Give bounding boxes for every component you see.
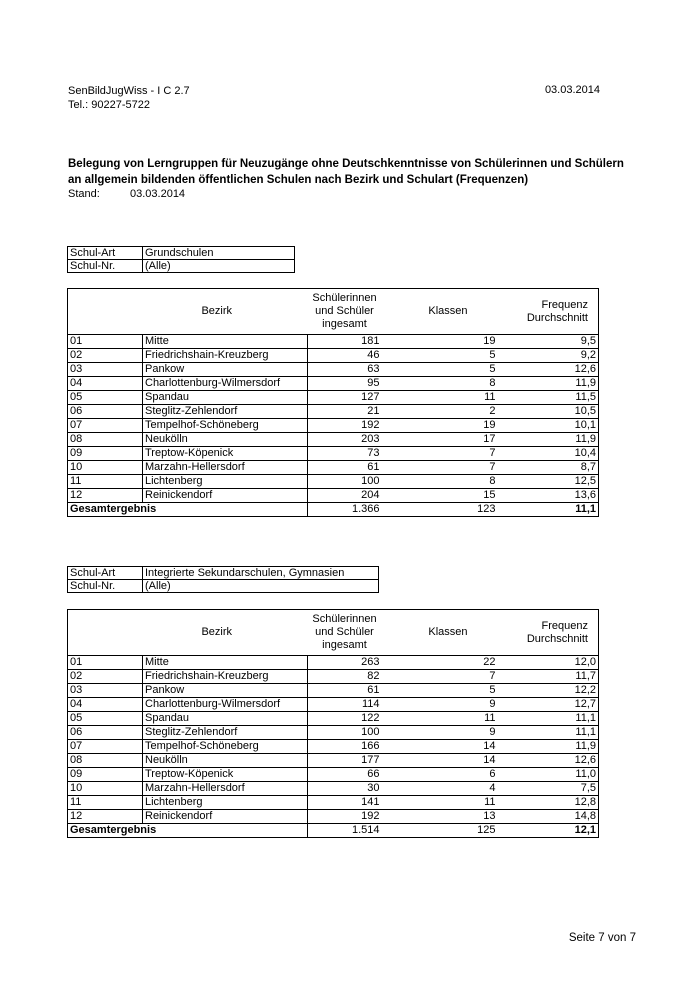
klassen-count: 2 (382, 405, 498, 419)
frequenz-value: 13,6 (498, 489, 599, 503)
schueler-count: 127 (308, 391, 382, 405)
frequenz-value: 9,5 (498, 335, 599, 349)
stand-date: 03.03.2014 (130, 188, 186, 200)
schulart-value: Grundschulen (143, 247, 295, 260)
bezirk-name: Reinickendorf (143, 489, 308, 503)
bezirk-number: 12 (68, 489, 143, 503)
col-schueler-line3: ingesamt (322, 318, 367, 330)
bezirk-number: 06 (68, 405, 143, 419)
filter-table-sekundarschulen (67, 566, 379, 593)
table-row (68, 419, 599, 433)
col-klassen: Klassen (382, 610, 498, 656)
klassen-count: 14 (382, 754, 498, 768)
table-row (68, 349, 599, 363)
col-frequenz: Frequenz Durchschnitt (498, 289, 599, 335)
bezirk-name: Mitte (143, 335, 308, 349)
table-row (68, 391, 599, 405)
bezirk-number: 02 (68, 349, 143, 363)
klassen-count: 9 (382, 698, 498, 712)
frequenz-value: 12,6 (498, 363, 599, 377)
col-schueler (308, 610, 382, 656)
frequenz-value: 10,1 (498, 419, 599, 433)
schueler-count: 122 (308, 712, 382, 726)
frequenz-value: 12,7 (498, 698, 599, 712)
header-date: 03.03.2014 (544, 84, 600, 96)
data-table-grundschulen (67, 288, 599, 517)
schueler-count: 192 (308, 810, 382, 824)
table-row (68, 433, 599, 447)
frequenz-value: 12,0 (498, 656, 599, 670)
frequenz-value: 12,8 (498, 796, 599, 810)
bezirk-number: 03 (68, 363, 143, 377)
bezirk-name: Neukölln (143, 433, 308, 447)
bezirk-name: Charlottenburg-Wilmersdorf (143, 377, 308, 391)
schueler-count: 192 (308, 419, 382, 433)
frequenz-value: 12,6 (498, 754, 599, 768)
table-row (68, 461, 599, 475)
page-number: Seite 7 von 7 (568, 932, 636, 944)
bezirk-name: Lichtenberg (143, 475, 308, 489)
schueler-count: 61 (308, 461, 382, 475)
schulart-label: Schul-Art (68, 247, 143, 260)
table-row (68, 810, 599, 824)
total-label: Gesamtergebnis (68, 503, 308, 517)
bezirk-number: 09 (68, 768, 143, 782)
schueler-count: 95 (308, 377, 382, 391)
total-schueler: 1.366 (308, 503, 382, 517)
klassen-count: 11 (382, 796, 498, 810)
table-row (68, 754, 599, 768)
table-row (68, 726, 599, 740)
klassen-count: 6 (382, 768, 498, 782)
klassen-count: 7 (382, 670, 498, 684)
klassen-count: 8 (382, 377, 498, 391)
bezirk-number: 10 (68, 782, 143, 796)
bezirk-number: 01 (68, 335, 143, 349)
frequenz-value: 14,8 (498, 810, 599, 824)
col-schueler-line1: Schülerinnen (312, 613, 377, 625)
bezirk-number: 01 (68, 656, 143, 670)
table-row (68, 363, 599, 377)
bezirk-name: Spandau (143, 391, 308, 405)
bezirk-name: Treptow-Köpenick (143, 447, 308, 461)
total-klassen: 125 (382, 824, 498, 838)
frequenz-value: 11,1 (498, 726, 599, 740)
col-schueler-line2: und Schüler (315, 626, 374, 638)
klassen-count: 14 (382, 740, 498, 754)
table-row (68, 405, 599, 419)
table-row (68, 489, 599, 503)
bezirk-name: Friedrichshain-Kreuzberg (143, 349, 308, 363)
bezirk-number: 07 (68, 419, 143, 433)
schueler-count: 203 (308, 433, 382, 447)
frequenz-value: 7,5 (498, 782, 599, 796)
klassen-count: 7 (382, 461, 498, 475)
total-schueler: 1.514 (308, 824, 382, 838)
table-row (68, 712, 599, 726)
table-row (68, 684, 599, 698)
bezirk-number: 11 (68, 475, 143, 489)
table-row (68, 796, 599, 810)
schulnr-value: (Alle) (143, 580, 379, 593)
table-row (68, 656, 599, 670)
bezirk-name: Reinickendorf (143, 810, 308, 824)
klassen-count: 11 (382, 712, 498, 726)
header-info (68, 84, 190, 112)
document-title: Belegung von Lerngruppen für Neuzugänge ohne Deutschkenntnisse von Schülerinnen und Schülern an allgemein bildenden öffentlichen Schulen nach Bezirk und Schulart (Frequenzen) (68, 158, 624, 186)
department-code: SenBildJugWiss - I C 2.7 (68, 85, 190, 97)
table-row (68, 670, 599, 684)
frequenz-value: 11,9 (498, 377, 599, 391)
schueler-count: 66 (308, 768, 382, 782)
table-row (68, 475, 599, 489)
bezirk-name: Steglitz-Zehlendorf (143, 726, 308, 740)
bezirk-number: 10 (68, 461, 143, 475)
klassen-count: 13 (382, 810, 498, 824)
col-schueler-line3: ingesamt (322, 639, 367, 651)
frequenz-value: 11,0 (498, 768, 599, 782)
frequenz-value: 12,2 (498, 684, 599, 698)
frequenz-value: 11,9 (498, 740, 599, 754)
bezirk-name: Spandau (143, 712, 308, 726)
phone-number: Tel.: 90227-5722 (68, 99, 150, 111)
schueler-count: 82 (308, 670, 382, 684)
stand-label: Stand: (68, 188, 100, 200)
col-bezirk: Bezirk (68, 289, 308, 335)
schueler-count: 181 (308, 335, 382, 349)
bezirk-name: Charlottenburg-Wilmersdorf (143, 698, 308, 712)
bezirk-number: 12 (68, 810, 143, 824)
bezirk-name: Mitte (143, 656, 308, 670)
bezirk-name: Friedrichshain-Kreuzberg (143, 670, 308, 684)
schueler-count: 21 (308, 405, 382, 419)
total-row (68, 824, 599, 838)
bezirk-name: Neukölln (143, 754, 308, 768)
table-row (68, 768, 599, 782)
bezirk-number: 04 (68, 377, 143, 391)
schulnr-value: (Alle) (143, 260, 295, 273)
klassen-count: 7 (382, 447, 498, 461)
bezirk-number: 03 (68, 684, 143, 698)
data-table-sekundarschulen (67, 609, 599, 838)
frequenz-value: 10,4 (498, 447, 599, 461)
schueler-count: 73 (308, 447, 382, 461)
klassen-count: 5 (382, 684, 498, 698)
schueler-count: 141 (308, 796, 382, 810)
schulart-label: Schul-Art (68, 567, 143, 580)
col-bezirk: Bezirk (68, 610, 308, 656)
schueler-count: 166 (308, 740, 382, 754)
klassen-count: 8 (382, 475, 498, 489)
table-row (68, 740, 599, 754)
schulnr-label: Schul-Nr. (68, 580, 143, 593)
frequenz-value: 11,5 (498, 391, 599, 405)
frequenz-value: 8,7 (498, 461, 599, 475)
total-frequenz: 12,1 (498, 824, 599, 838)
klassen-count: 9 (382, 726, 498, 740)
klassen-count: 4 (382, 782, 498, 796)
bezirk-number: 07 (68, 740, 143, 754)
klassen-count: 5 (382, 349, 498, 363)
col-frequenz: Frequenz Durchschnitt (498, 610, 599, 656)
klassen-count: 15 (382, 489, 498, 503)
schueler-count: 63 (308, 363, 382, 377)
bezirk-name: Treptow-Köpenick (143, 768, 308, 782)
schueler-count: 100 (308, 475, 382, 489)
bezirk-number: 09 (68, 447, 143, 461)
bezirk-name: Lichtenberg (143, 796, 308, 810)
frequenz-value: 9,2 (498, 349, 599, 363)
table-row (68, 377, 599, 391)
total-row (68, 503, 599, 517)
bezirk-number: 05 (68, 712, 143, 726)
schueler-count: 114 (308, 698, 382, 712)
bezirk-number: 08 (68, 433, 143, 447)
bezirk-name: Pankow (143, 363, 308, 377)
klassen-count: 17 (382, 433, 498, 447)
col-schueler-line2: und Schüler (315, 305, 374, 317)
schulnr-label: Schul-Nr. (68, 260, 143, 273)
total-frequenz: 11,1 (498, 503, 599, 517)
klassen-count: 19 (382, 335, 498, 349)
klassen-count: 22 (382, 656, 498, 670)
frequenz-value: 10,5 (498, 405, 599, 419)
frequenz-value: 12,5 (498, 475, 599, 489)
bezirk-number: 06 (68, 726, 143, 740)
schueler-count: 30 (308, 782, 382, 796)
total-label: Gesamtergebnis (68, 824, 308, 838)
bezirk-name: Marzahn-Hellersdorf (143, 782, 308, 796)
col-schueler-line1: Schülerinnen (312, 292, 377, 304)
total-klassen: 123 (382, 503, 498, 517)
schueler-count: 204 (308, 489, 382, 503)
schueler-count: 263 (308, 656, 382, 670)
bezirk-number: 05 (68, 391, 143, 405)
table-row (68, 447, 599, 461)
bezirk-name: Tempelhof-Schöneberg (143, 419, 308, 433)
klassen-count: 19 (382, 419, 498, 433)
table-row (68, 782, 599, 796)
schueler-count: 100 (308, 726, 382, 740)
stand-line (68, 188, 185, 200)
bezirk-number: 02 (68, 670, 143, 684)
bezirk-number: 11 (68, 796, 143, 810)
filter-table-grundschulen (67, 246, 295, 273)
frequenz-value: 11,7 (498, 670, 599, 684)
schueler-count: 46 (308, 349, 382, 363)
frequenz-value: 11,9 (498, 433, 599, 447)
klassen-count: 5 (382, 363, 498, 377)
bezirk-number: 08 (68, 754, 143, 768)
col-klassen: Klassen (382, 289, 498, 335)
frequenz-value: 11,1 (498, 712, 599, 726)
table-row (68, 698, 599, 712)
bezirk-name: Pankow (143, 684, 308, 698)
col-schueler (308, 289, 382, 335)
bezirk-name: Marzahn-Hellersdorf (143, 461, 308, 475)
schueler-count: 177 (308, 754, 382, 768)
bezirk-number: 04 (68, 698, 143, 712)
bezirk-name: Tempelhof-Schöneberg (143, 740, 308, 754)
table-row (68, 335, 599, 349)
klassen-count: 11 (382, 391, 498, 405)
schulart-value: Integrierte Sekundarschulen, Gymnasien (143, 567, 379, 580)
bezirk-name: Steglitz-Zehlendorf (143, 405, 308, 419)
schueler-count: 61 (308, 684, 382, 698)
